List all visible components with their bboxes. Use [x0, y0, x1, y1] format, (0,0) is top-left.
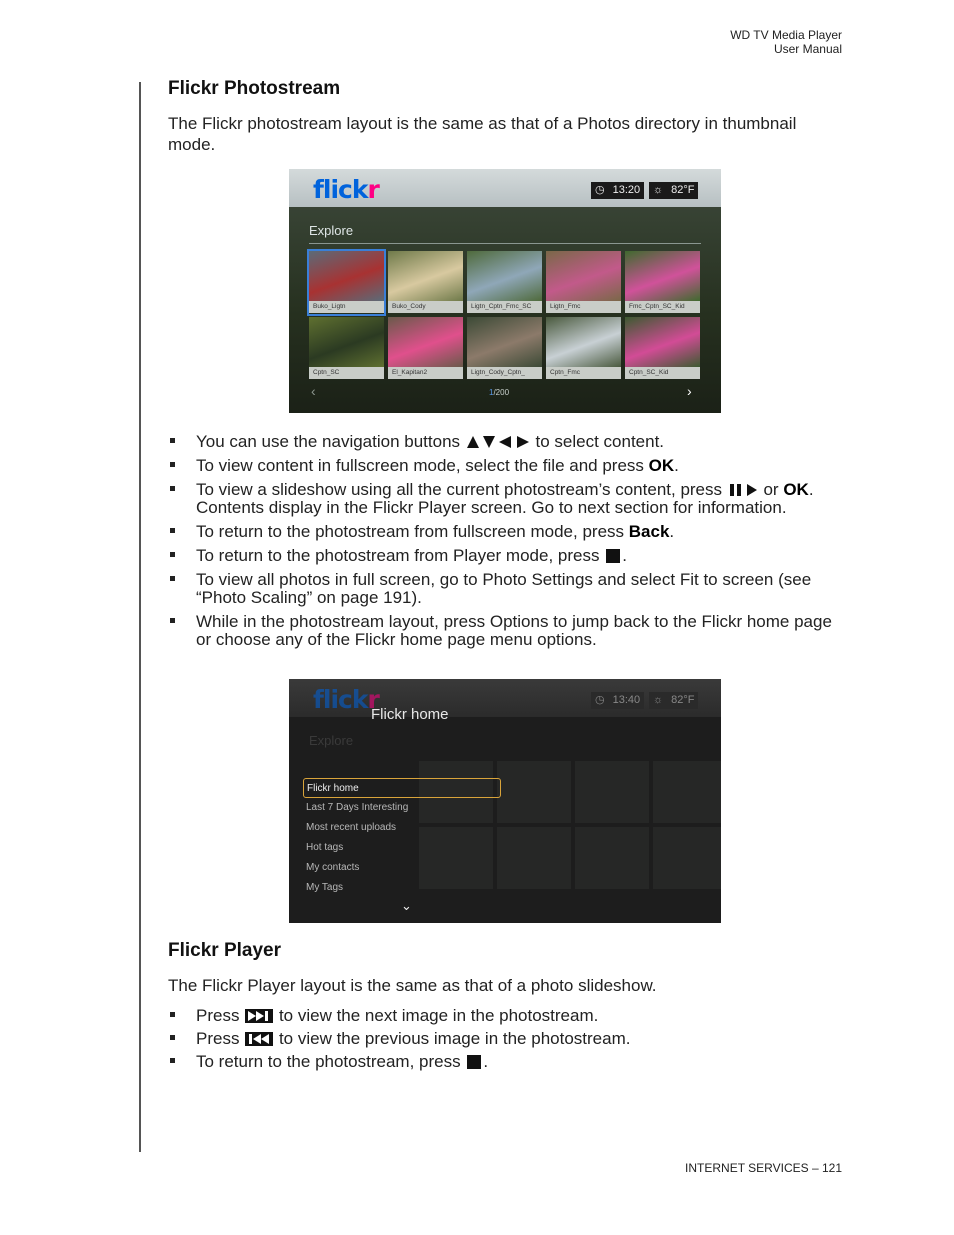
weather-status: ☼ 82°F	[649, 182, 698, 199]
photostream-screenshot	[289, 169, 721, 413]
photo-thumbnail[interactable]	[388, 317, 463, 380]
player-intro: The Flickr Player layout is the same as that of a photo slideshow.	[168, 976, 657, 995]
flickr-logo: flickr	[313, 685, 379, 714]
page-footer: INTERNET SERVICES – 121	[685, 1161, 842, 1175]
clock-icon: ◷	[595, 694, 605, 706]
chevron-right-icon[interactable]: ›	[687, 383, 692, 399]
ghost-section-title: Explore	[309, 733, 354, 748]
clock-status: ◷ 13:20	[591, 182, 644, 199]
list-item: To return to the photostream from Player mode, press .	[168, 547, 844, 565]
flickr-logo: flickr	[313, 175, 379, 204]
weather-status: ☼ 82°F	[649, 692, 698, 709]
thumbnail-image	[467, 251, 542, 301]
next-track-icon	[244, 1009, 274, 1023]
photo-thumbnail[interactable]	[625, 251, 700, 314]
photostream-bullets	[168, 433, 844, 649]
thumbnail-image	[309, 251, 384, 301]
sun-icon: ☼	[653, 184, 664, 196]
stop-icon	[465, 1055, 483, 1069]
previous-track-icon	[244, 1032, 274, 1046]
photo-thumbnail[interactable]	[309, 317, 384, 380]
thumbnail-caption: Ligtn_Cody_Cptn_	[467, 367, 542, 379]
list-item: To return to the photostream, press .	[168, 1053, 844, 1071]
thumbnail-caption: Cptn_SC_Kid	[625, 367, 700, 379]
thumbnail-caption: Ligtn_Cptn_Fmc_SC	[467, 301, 542, 313]
list-item: Press to view the next image in the photostream.	[168, 1007, 844, 1025]
navigation-arrows-icon	[465, 435, 531, 449]
photo-thumbnail[interactable]	[546, 251, 621, 314]
explore-title: Explore	[309, 223, 354, 238]
list-item: To view a slideshow using all the current photostream’s content, press or OK. Contents display in the Flickr Player screen. Go to next section for information.	[168, 481, 844, 517]
menu-item[interactable]: Flickr home	[303, 778, 501, 798]
list-item: While in the photostream layout, press Options to jump back to the Flickr home page or choose any of the Flickr home page menu options.	[168, 613, 844, 649]
photo-thumbnail[interactable]	[388, 251, 463, 314]
photo-thumbnail[interactable]	[546, 317, 621, 380]
thumbnail-image	[309, 317, 384, 367]
chevron-left-icon[interactable]: ‹	[311, 383, 316, 399]
list-item: To view all photos in full screen, go to Photo Settings and select Fit to screen (see “Photo Scaling” on page 191).	[168, 571, 844, 607]
top-bar	[289, 169, 721, 207]
menu-item[interactable]: Hot tags	[306, 842, 344, 853]
stop-icon	[604, 549, 622, 563]
menu-title: Flickr home	[371, 706, 449, 723]
menu-item[interactable]: My contacts	[306, 862, 360, 873]
running-header	[730, 28, 842, 56]
chevron-down-icon[interactable]: ⌄	[401, 898, 412, 913]
header-product: WD TV Media Player	[730, 28, 842, 42]
clock-status: ◷ 13:40	[591, 692, 644, 709]
list-item: To view content in fullscreen mode, select the file and press OK.	[168, 457, 844, 475]
top-bar	[289, 679, 721, 717]
player-bullets	[168, 1007, 844, 1071]
thumbnail-image	[546, 251, 621, 301]
photo-thumbnail[interactable]	[467, 251, 542, 314]
list-item: You can use the navigation buttons to select content.	[168, 433, 844, 451]
photo-thumbnail[interactable]	[309, 251, 384, 314]
list-item: Press to view the previous image in the photostream.	[168, 1030, 844, 1048]
section-title-photostream: Flickr Photostream	[168, 78, 341, 99]
thumbnail-caption: Fmc_Cptn_SC_Kid	[625, 301, 700, 313]
thumbnail-image	[625, 251, 700, 301]
menu-item[interactable]: My Tags	[306, 882, 344, 893]
photostream-intro: The Flickr photostream layout is the same as that of a Photos directory in thumbnail mode.	[168, 114, 797, 154]
thumbnail-caption: Buko_Cody	[388, 301, 463, 313]
photo-thumbnail[interactable]	[467, 317, 542, 380]
header-doc: User Manual	[773, 42, 842, 56]
thumbnail-image	[467, 317, 542, 367]
clock-icon: ◷	[595, 184, 605, 196]
thumbnail-image	[388, 251, 463, 301]
play-pause-icon	[727, 483, 759, 497]
page-indicator: 1/200	[489, 388, 510, 397]
sun-icon: ☼	[653, 694, 664, 706]
photo-thumbnail[interactable]	[625, 317, 700, 380]
thumbnail-caption: Buko_Ligtn	[309, 301, 384, 313]
thumbnail-caption: Cptn_Fmc	[546, 367, 621, 379]
thumbnail-image	[388, 317, 463, 367]
menu-item[interactable]: Most recent uploads	[306, 822, 397, 833]
menu-item[interactable]: Last 7 Days Interesting	[306, 802, 409, 813]
flickr-home-screenshot	[289, 679, 721, 923]
divider	[309, 243, 701, 244]
thumbnail-caption: Ligtn_Fmc	[546, 301, 621, 313]
thumbnail-caption: Cptn_SC	[309, 367, 384, 379]
margin-rule	[139, 82, 141, 1152]
thumbnail-caption: El_Kapitan2	[388, 367, 463, 379]
list-item: To return to the photostream from fullscreen mode, press Back.	[168, 523, 844, 541]
thumbnail-image	[625, 317, 700, 367]
thumbnail-image	[546, 317, 621, 367]
section-title-player: Flickr Player	[168, 940, 282, 961]
options-menu	[303, 778, 501, 898]
